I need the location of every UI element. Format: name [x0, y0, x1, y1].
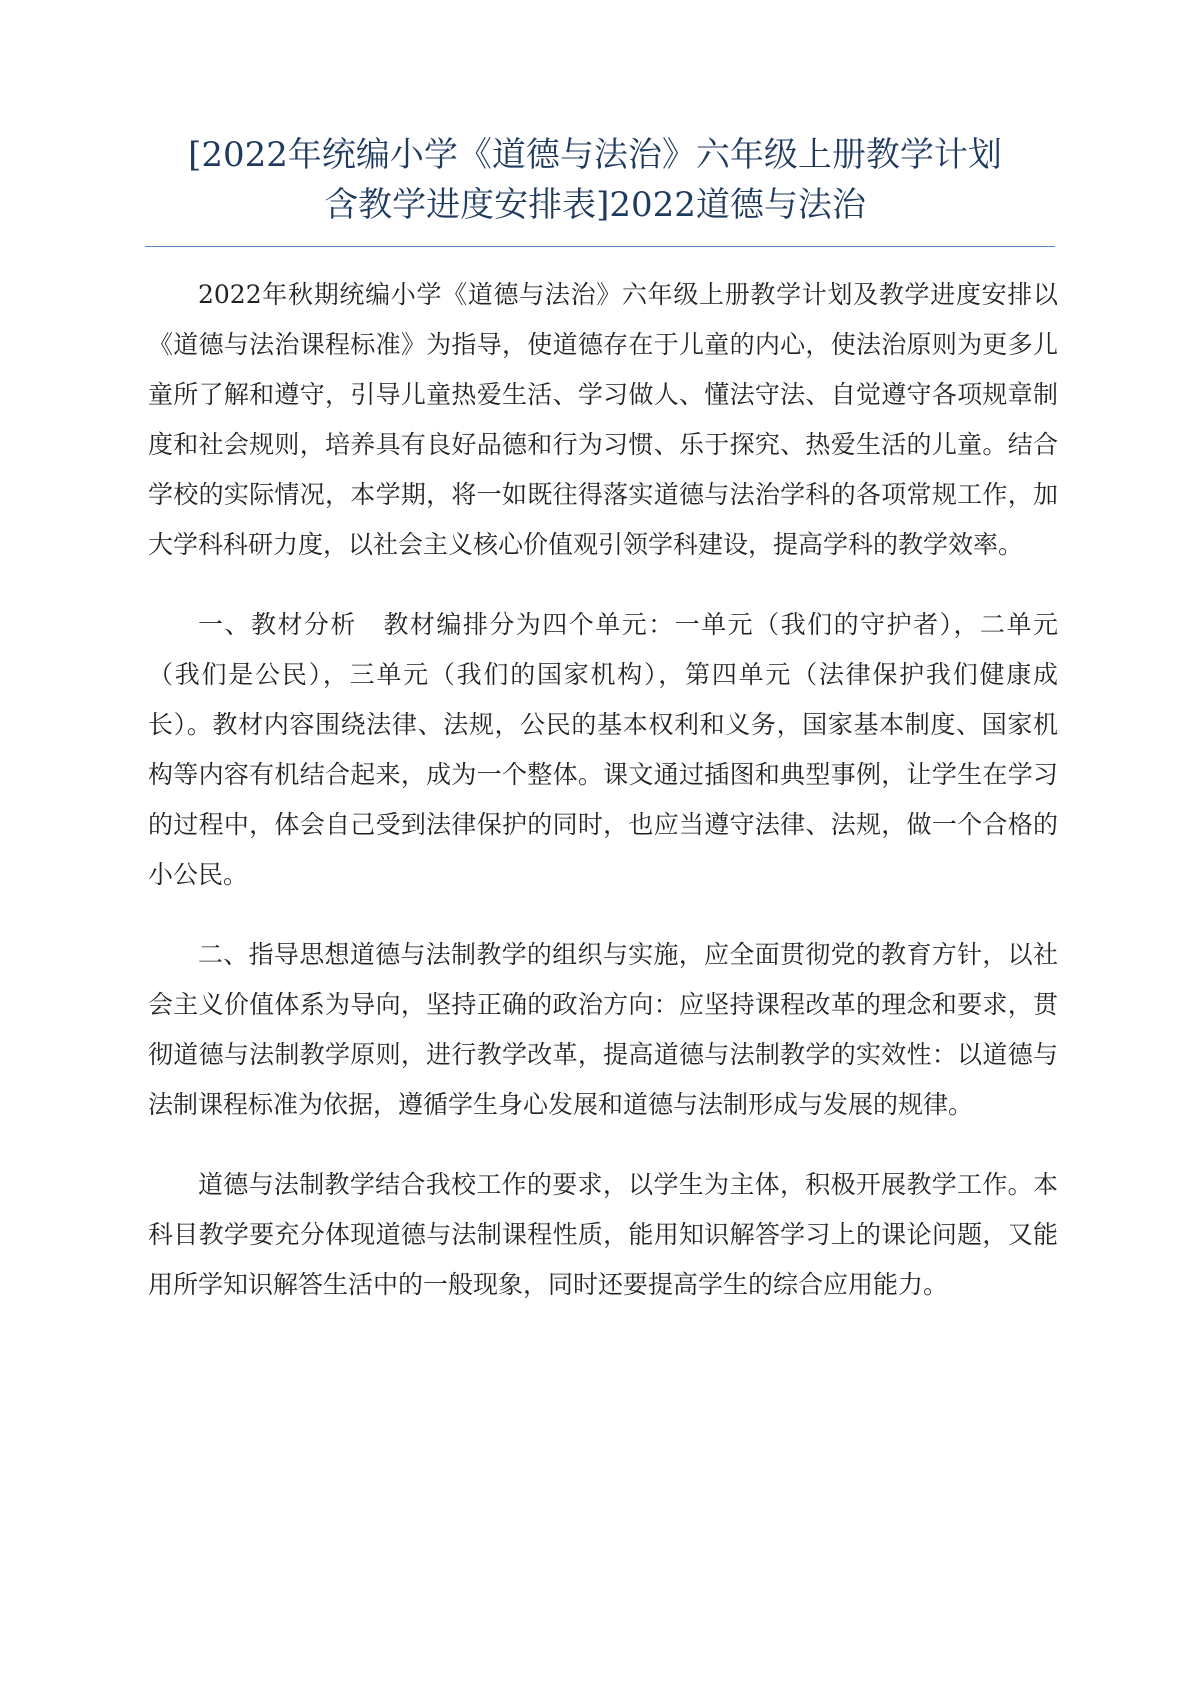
document-title-line-2: 含教学进度安排表]2022道德与法治 [324, 185, 866, 225]
title-divider [145, 246, 1055, 247]
document-title-line-1: [2022年统编小学《道德与法治》六年级上册教学计划 [188, 135, 1002, 175]
document-title [145, 130, 1045, 230]
paragraph-guiding-ideology: 二、指导思想道德与法制教学的组织与实施，应全面贯彻党的教育方针，以社会主义价值体系为导向，坚持正确的政治方向：应坚持课程改革的理念和要求，贯彻道德与法制教学原则，进行教学改革，提高道德与法制教学的实效性：以道德与法制课程标准为依据，遵循学生身心发展和道德与法制形成与发展的规律。 [148, 940, 1058, 1119]
paragraph-textbook-analysis: 一、教材分析 教材编排分为四个单元：一单元（我们的守护者），二单元（我们是公民），三单元（我们的国家机构），第四单元（法律保护我们健康成长）。教材内容围绕法律、法规，公民的基本权利和义务，国家基本制度、国家机构等内容有机结合起来，成为一个整体。课文通过插图和典型事例，让学生在学习的过程中，体会自己受到法律保护的同时，也应当遵守法律、法规，做一个合格的小公民。 [148, 610, 1058, 889]
document-body [148, 270, 1058, 1340]
paragraph-teaching-requirements: 道德与法制教学结合我校工作的要求，以学生为主体，积极开展教学工作。本科目教学要充分体现道德与法制课程性质，能用知识解答学习上的课论问题，又能用所学知识解答生活中的一般现象，同时还要提高学生的综合应用能力。 [148, 1170, 1058, 1299]
paragraph-intro: 2022年秋期统编小学《道德与法治》六年级上册教学计划及教学进度安排以《道德与法治课程标准》为指导，使道德存在于儿童的内心，使法治原则为更多儿童所了解和遵守，引导儿童热爱生活、学习做人、懂法守法、自觉遵守各项规章制度和社会规则，培养具有良好品德和行为习惯、乐于探究、热爱生活的儿童。结合学校的实际情况，本学期，将一如既往得落实道德与法治学科的各项常规工作，加大学科科研力度，以社会主义核心价值观引领学科建设，提高学科的教学效率。 [148, 280, 1058, 559]
